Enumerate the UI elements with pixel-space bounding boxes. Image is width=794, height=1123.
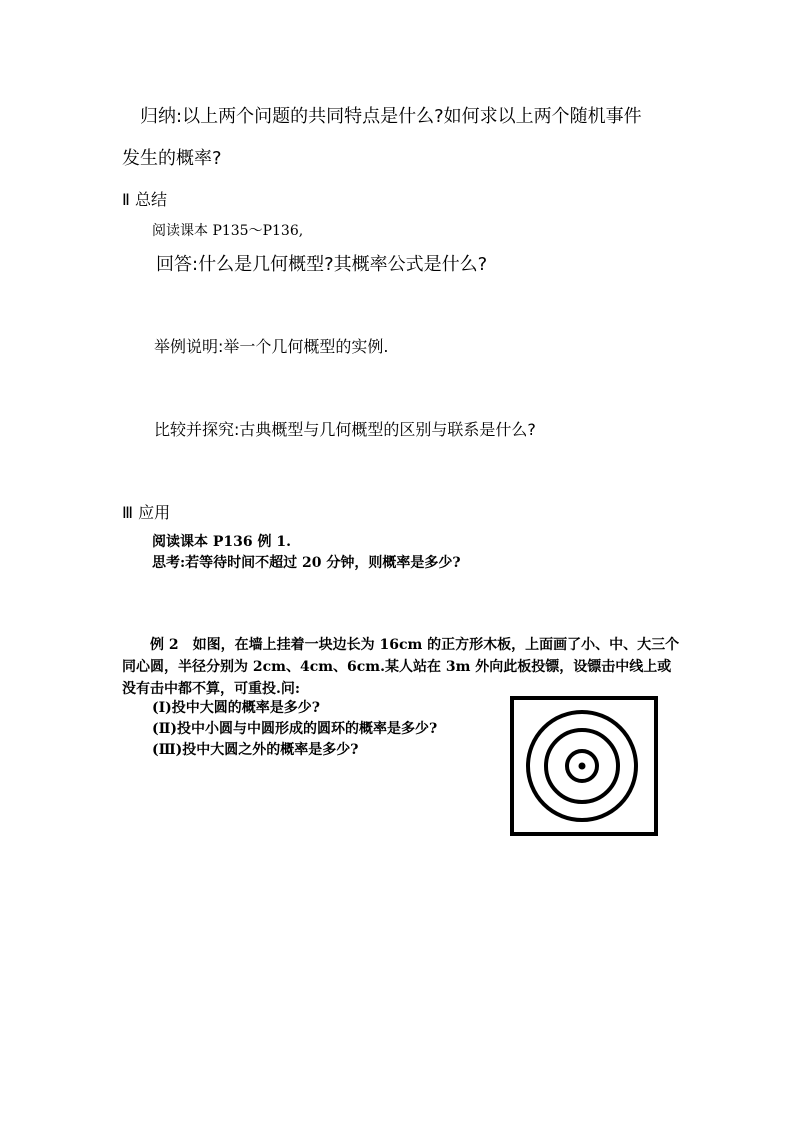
section-3-read: 阅读课本 P136 例 1. [152,534,291,550]
example-2-questions [152,698,437,761]
summary-line-2: 发生的概率? [122,148,222,169]
section-2-read: 阅读课本 P135～P136, [152,223,304,239]
dartboard-figure [510,696,660,838]
section-2-answer: 回答:什么是几何概型?其概率公式是什么? [156,254,488,275]
section-2-example: 举例说明:举一个几何概型的实例. [154,337,389,356]
section-2-compare: 比较并探究:古典概型与几何概型的区别与联系是什么? [154,420,536,439]
summary-line-1: 归纳:以上两个问题的共同特点是什么?如何求以上两个随机事件 [140,106,642,127]
section-3-heading: Ⅲ 应用 [122,503,171,522]
center-dot [579,763,586,770]
section-3-think: 思考:若等待时间不超过 20 分钟，则概率是多少? [152,555,461,571]
example-2-paragraph: 例 2 如图，在墙上挂着一块边长为 16cm 的正方形木板，上面画了小、中、大三个同心圆，半径分别为 2cm、4cm、6cm.某人站在 3m 外向此板投镖，设镖击中线上或没有击中都不算，可重投.问: [122,637,680,697]
question-1: (Ⅰ)投中大圆的概率是多少? [152,700,320,716]
section-2-heading: Ⅱ 总结 [122,190,167,209]
question-2: (Ⅱ)投中小圆与中圆形成的圆环的概率是多少? [152,721,438,737]
question-3: (Ⅲ)投中大圆之外的概率是多少? [152,742,359,758]
